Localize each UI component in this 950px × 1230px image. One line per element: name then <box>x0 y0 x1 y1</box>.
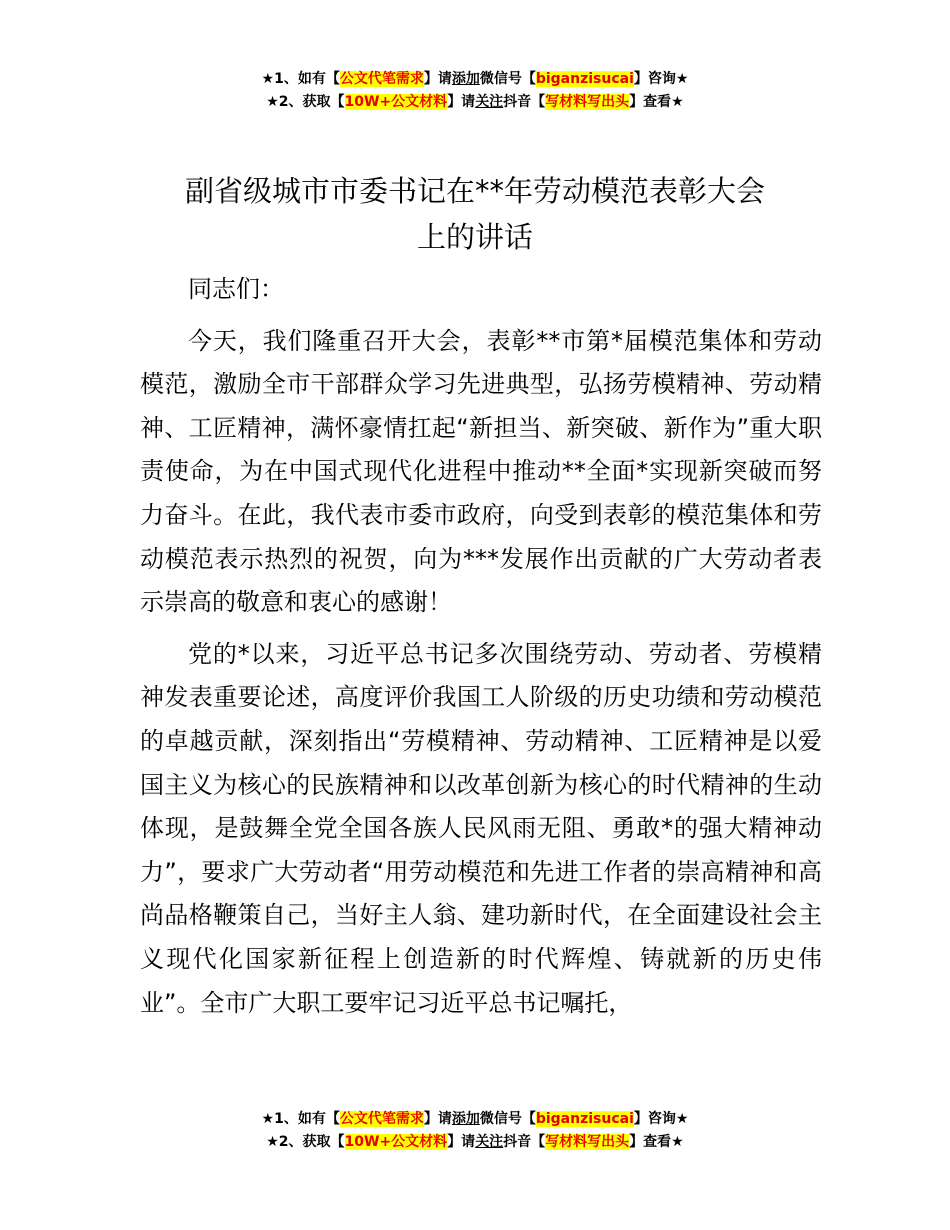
banner-highlight: 写材料写出头 <box>545 94 630 110</box>
title-line-2: 上的讲话 <box>416 220 533 254</box>
banner-highlight: biganzisucai <box>535 71 634 87</box>
banner-text: 】请 <box>447 1134 476 1150</box>
paragraph: 党的*以来，习近平总书记多次围绕劳动、劳动者、劳模精神发表重要论述，高度评价我国工人阶级的历史功绩和劳动模范的卓越贡献，深刻指出“劳模精神、劳动精神、工匠精神是以爱国主义为核心的民族精神和以改革创新为核心的时代精神的生动体现，是鼓舞全党全国各族人民风雨无阻、勇敢*的强大精神动力”，要求广大劳动者“用劳动模范和先进工作者的崇高精神和高尚品格鞭策自己，当好主人翁、建功新时代，在全面建设社会主义现代化国家新征程上创造新的时代辉煌、铸就新的历史伟业”。全市广大职工要牢记习近平总书记嘱托， <box>140 639 822 1017</box>
banner-underlined-text: 关注 <box>475 94 504 110</box>
banner-text: 】请 <box>447 94 476 110</box>
banner-text: 抖音【 <box>503 94 546 110</box>
footer-banner <box>0 1108 950 1154</box>
banner-highlight: 10W+公文材料 <box>344 1134 448 1150</box>
banner-highlight: 公文代笔需求 <box>339 1111 424 1127</box>
banner-text: 】查看★ <box>629 1134 684 1150</box>
header-banner <box>0 68 950 114</box>
banner-line-2 <box>0 1131 950 1154</box>
banner-text: 】请 <box>423 1111 452 1127</box>
banner-highlight: 公文代笔需求 <box>339 71 424 87</box>
banner-text: 】请 <box>423 71 452 87</box>
banner-text: ★1、如有【 <box>261 71 340 87</box>
banner-text: 微信号【 <box>479 71 536 87</box>
banner-text: ★2、获取【 <box>266 94 345 110</box>
banner-text: ★2、获取【 <box>266 1134 345 1150</box>
banner-highlight: biganzisucai <box>535 1111 634 1127</box>
document-body <box>140 268 822 1025</box>
banner-text: 微信号【 <box>479 1111 536 1127</box>
salutation: 同志们： <box>188 275 284 303</box>
banner-underlined-text: 添加 <box>451 71 480 87</box>
title-line-1: 副省级城市市委书记在**年劳动模范表彰大会 <box>184 174 765 208</box>
banner-highlight: 10W+公文材料 <box>344 94 448 110</box>
banner-text: 】查看★ <box>629 94 684 110</box>
banner-text: ★1、如有【 <box>261 1111 340 1127</box>
paragraph: 今天，我们隆重召开大会，表彰**市第*届模范集体和劳动模范，激励全市干部群众学习先进典型，弘扬劳模精神、劳动精神、工匠精神，满怀豪情扛起“新担当、新突破、新作为”重大职责使命，为在中国式现代化进程中推动**全面*实现新突破而努力奋斗。在此，我代表市委市政府，向受到表彰的模范集体和劳动模范表示热烈的祝贺，向为***发展作出贡献的广大劳动者表示崇高的敬意和衷心的感谢！ <box>140 326 822 617</box>
document-title <box>130 168 820 260</box>
banner-line-2 <box>0 91 950 114</box>
banner-text: 】咨询★ <box>633 71 689 87</box>
banner-line-1 <box>0 68 950 91</box>
banner-line-1 <box>0 1108 950 1131</box>
banner-text: 】咨询★ <box>633 1111 689 1127</box>
banner-underlined-text: 添加 <box>451 1111 480 1127</box>
banner-underlined-text: 关注 <box>475 1134 504 1150</box>
banner-text: 抖音【 <box>503 1134 546 1150</box>
banner-highlight: 写材料写出头 <box>545 1134 630 1150</box>
